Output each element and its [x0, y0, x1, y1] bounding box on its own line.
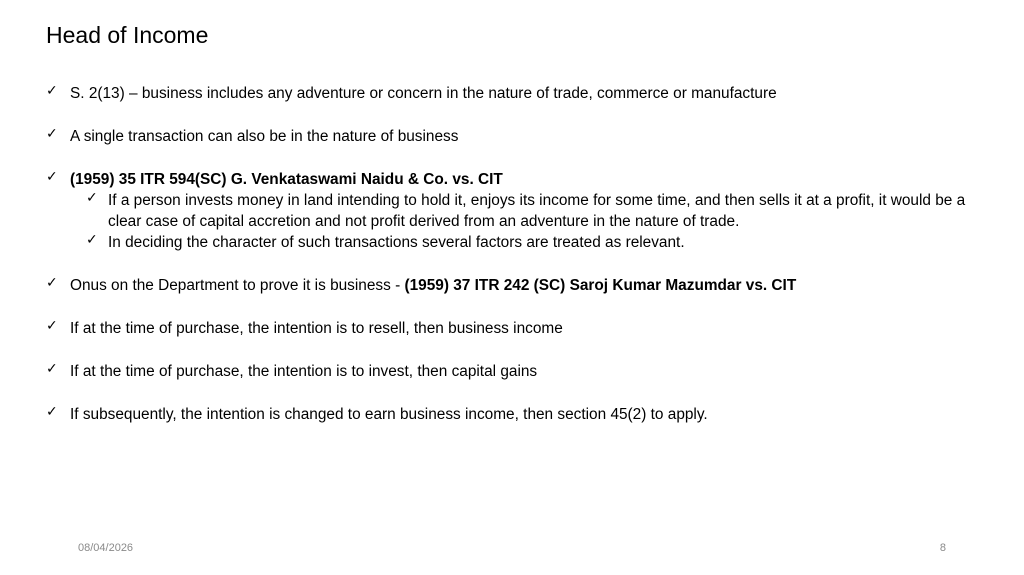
sub-bullet-text: If a person invests money in land intending to hold it, enjoys its income for some time, and then sells it at a profit, it would be a clear case of capital accretion and not profit derived from an adventure in the nature of trade. — [108, 192, 966, 230]
sub-bullet-list — [70, 190, 976, 253]
bullet-text: S. 2(13) – business includes any adventure or concern in the nature of trade, commerce or manufacture — [70, 85, 777, 102]
footer-date: 08/04/2026 — [78, 542, 134, 554]
case-citation: (1959) 37 ITR 242 (SC) Saroj Kumar Mazumdar vs. CIT — [404, 277, 797, 294]
case-citation: (1959) 35 ITR 594(SC) G. Venkataswami Naidu & Co. vs. CIT — [70, 171, 503, 188]
check-icon: ✓ — [86, 190, 98, 206]
bullet-item — [46, 126, 976, 147]
bullet-item — [46, 318, 976, 339]
bullet-text: A single transaction can also be in the nature of business — [70, 128, 459, 145]
bullet-item — [46, 404, 976, 425]
check-icon: ✓ — [46, 169, 58, 185]
slide-title: Head of Income — [46, 22, 209, 48]
bullet-text: If at the time of purchase, the intention is to invest, then capital gains — [70, 363, 538, 380]
sub-bullet-text: In deciding the character of such transactions several factors are treated as relevant. — [108, 234, 685, 251]
check-icon: ✓ — [86, 232, 98, 248]
bullet-item — [46, 275, 976, 296]
check-icon: ✓ — [46, 83, 58, 99]
check-icon: ✓ — [46, 275, 58, 291]
bullet-item — [46, 361, 976, 382]
bullet-item-case — [46, 169, 976, 253]
sub-bullet-item — [70, 232, 976, 253]
bullet-list — [46, 83, 976, 425]
check-icon: ✓ — [46, 126, 58, 142]
check-icon: ✓ — [46, 361, 58, 377]
bullet-text: If subsequently, the intention is changed to earn business income, then section 45(2) to apply. — [70, 406, 708, 423]
bullet-item — [46, 83, 976, 104]
check-icon: ✓ — [46, 318, 58, 334]
slide-number: 8 — [939, 542, 946, 554]
bullet-text: Onus on the Department to prove it is business - — [70, 277, 405, 294]
sub-bullet-item — [70, 190, 976, 232]
check-icon: ✓ — [46, 404, 58, 420]
bullet-text: If at the time of purchase, the intention is to resell, then business income — [70, 320, 563, 337]
